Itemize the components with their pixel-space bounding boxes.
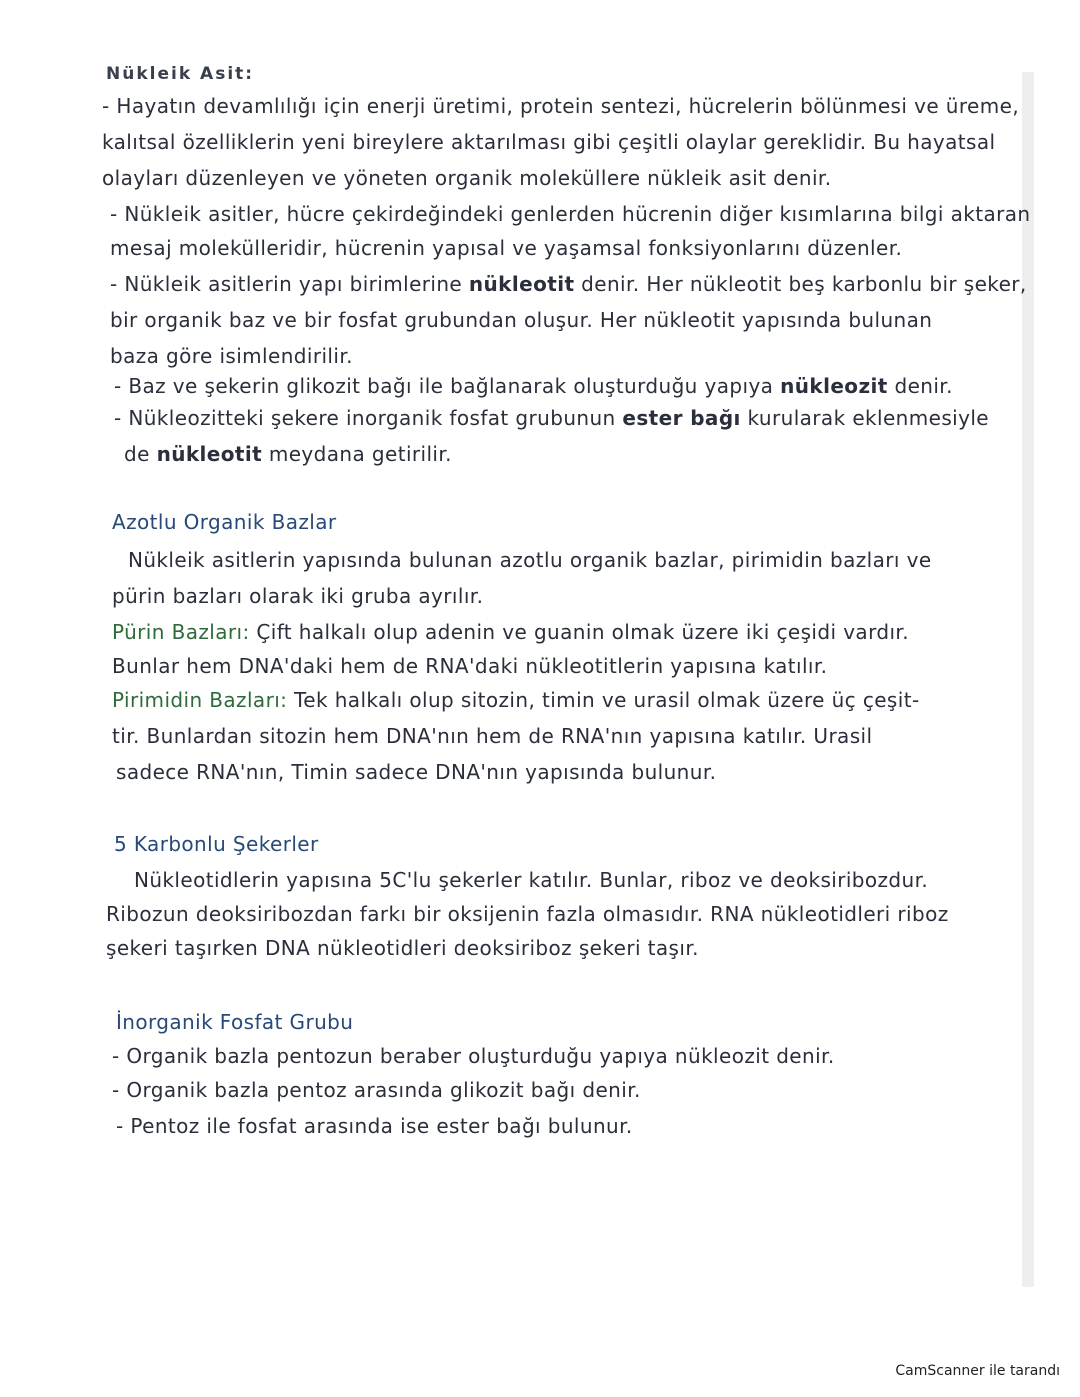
term-nukleotit: nükleotit	[468, 272, 575, 296]
azotlu-line-5-text: Tek halkalı olup sitozin, timin ve urasil olmak üzere üç çeşit-	[287, 688, 920, 712]
intro-line-9-a: - Baz ve şekerin glikozit bağı ile bağlanarak oluşturduğu yapıya	[114, 374, 781, 398]
intro-line-3: olayları düzenleyen ve yöneten organik moleküllere nükleik asit denir.	[102, 166, 832, 190]
azotlu-line-3	[112, 622, 909, 642]
karbon-line-3: şekeri taşırken DNA nükleotidleri deoksiriboz şekeri taşır.	[106, 936, 699, 960]
heading-inorganik-fosfat-grubu: İnorganik Fosfat Grubu	[116, 1010, 354, 1034]
intro-line-11-c: meydana getirilir.	[262, 442, 452, 466]
term-ester-bagi: ester bağı	[622, 406, 741, 430]
karbon-line-2: Ribozun deoksiribozdan farkı bir oksijenin fazla olmasıdır. RNA nükleotidleri riboz	[106, 902, 949, 926]
term-nukleozit: nükleozit	[780, 374, 888, 398]
intro-line-10-a: - Nükleozitteki şekere inorganik fosfat grubunun	[114, 406, 623, 430]
fosfat-line-3: - Pentoz ile fosfat arasında ise ester bağı bulunur.	[116, 1114, 633, 1138]
intro-line-10-c: kurularak eklenmesiyle	[740, 406, 990, 430]
intro-line-6	[110, 274, 1027, 294]
subheading-purin-bazlari: Pürin Bazları:	[112, 620, 250, 644]
intro-line-10	[114, 408, 989, 428]
heading-azotlu-organik-bazlar: Azotlu Organik Bazlar	[112, 510, 337, 534]
intro-line-6-a: - Nükleik asitlerin yapı birimlerine	[110, 272, 469, 296]
fosfat-line-2: - Organik bazla pentoz arasında glikozit bağı denir.	[112, 1078, 641, 1102]
intro-line-11-a: de	[124, 442, 157, 466]
intro-line-9-c: denir.	[887, 374, 953, 398]
intro-line-8: baza göre isimlendirilir.	[110, 344, 353, 368]
azotlu-line-4: Bunlar hem DNA'daki hem de RNA'daki nükleotitlerin yapısına katılır.	[112, 654, 828, 678]
karbon-line-1: Nükleotidlerin yapısına 5C'lu şekerler katılır. Bunlar, riboz ve deoksiribozdur.	[134, 868, 929, 892]
notebook-page	[96, 64, 1034, 1287]
intro-line-9	[114, 376, 953, 396]
azotlu-line-3-text: Çift halkalı olup adenin ve guanin olmak üzere iki çeşidi vardır.	[249, 620, 909, 644]
intro-line-7: bir organik baz ve bir fosfat grubundan oluşur. Her nükleotit yapısında bulunan	[110, 308, 933, 332]
intro-line-6-c: denir. Her nükleotit beş karbonlu bir şeker,	[574, 272, 1027, 296]
heading-5-karbonlu-sekerler: 5 Karbonlu Şekerler	[114, 832, 319, 856]
term-nukleotit-2: nükleotit	[156, 442, 263, 466]
intro-line-11	[124, 444, 452, 464]
azotlu-line-2: pürin bazları olarak iki gruba ayrılır.	[112, 584, 484, 608]
azotlu-line-6: tir. Bunlardan sitozin hem DNA'nın hem de RNA'nın yapısına katılır. Urasil	[112, 724, 873, 748]
intro-line-2: kalıtsal özelliklerin yeni bireylere aktarılması gibi çeşitli olaylar gereklidir. Bu hayatsal	[102, 130, 996, 154]
page-header: Nükleik Asit:	[106, 64, 255, 84]
scanner-watermark: CamScanner ile tarandı	[895, 1363, 1060, 1379]
fosfat-line-1: - Organik bazla pentozun beraber oluşturduğu yapıya nükleozit denir.	[112, 1044, 835, 1068]
azotlu-line-7: sadece RNA'nın, Timin sadece DNA'nın yapısında bulunur.	[116, 760, 717, 784]
azotlu-line-5	[112, 690, 920, 710]
azotlu-line-1: Nükleik asitlerin yapısında bulunan azotlu organik bazlar, pirimidin bazları ve	[128, 548, 932, 572]
intro-line-1: - Hayatın devamlılığı için enerji üretimi, protein sentezi, hücrelerin bölünmesi ve üreme,	[102, 94, 1020, 118]
intro-line-4: - Nükleik asitler, hücre çekirdeğindeki genlerden hücrenin diğer kısımlarına bilgi aktaran	[110, 202, 1031, 226]
subheading-pirimidin-bazlari: Pirimidin Bazları:	[112, 688, 288, 712]
intro-line-5: mesaj molekülleridir, hücrenin yapısal ve yaşamsal fonksiyonlarını düzenler.	[110, 236, 903, 260]
